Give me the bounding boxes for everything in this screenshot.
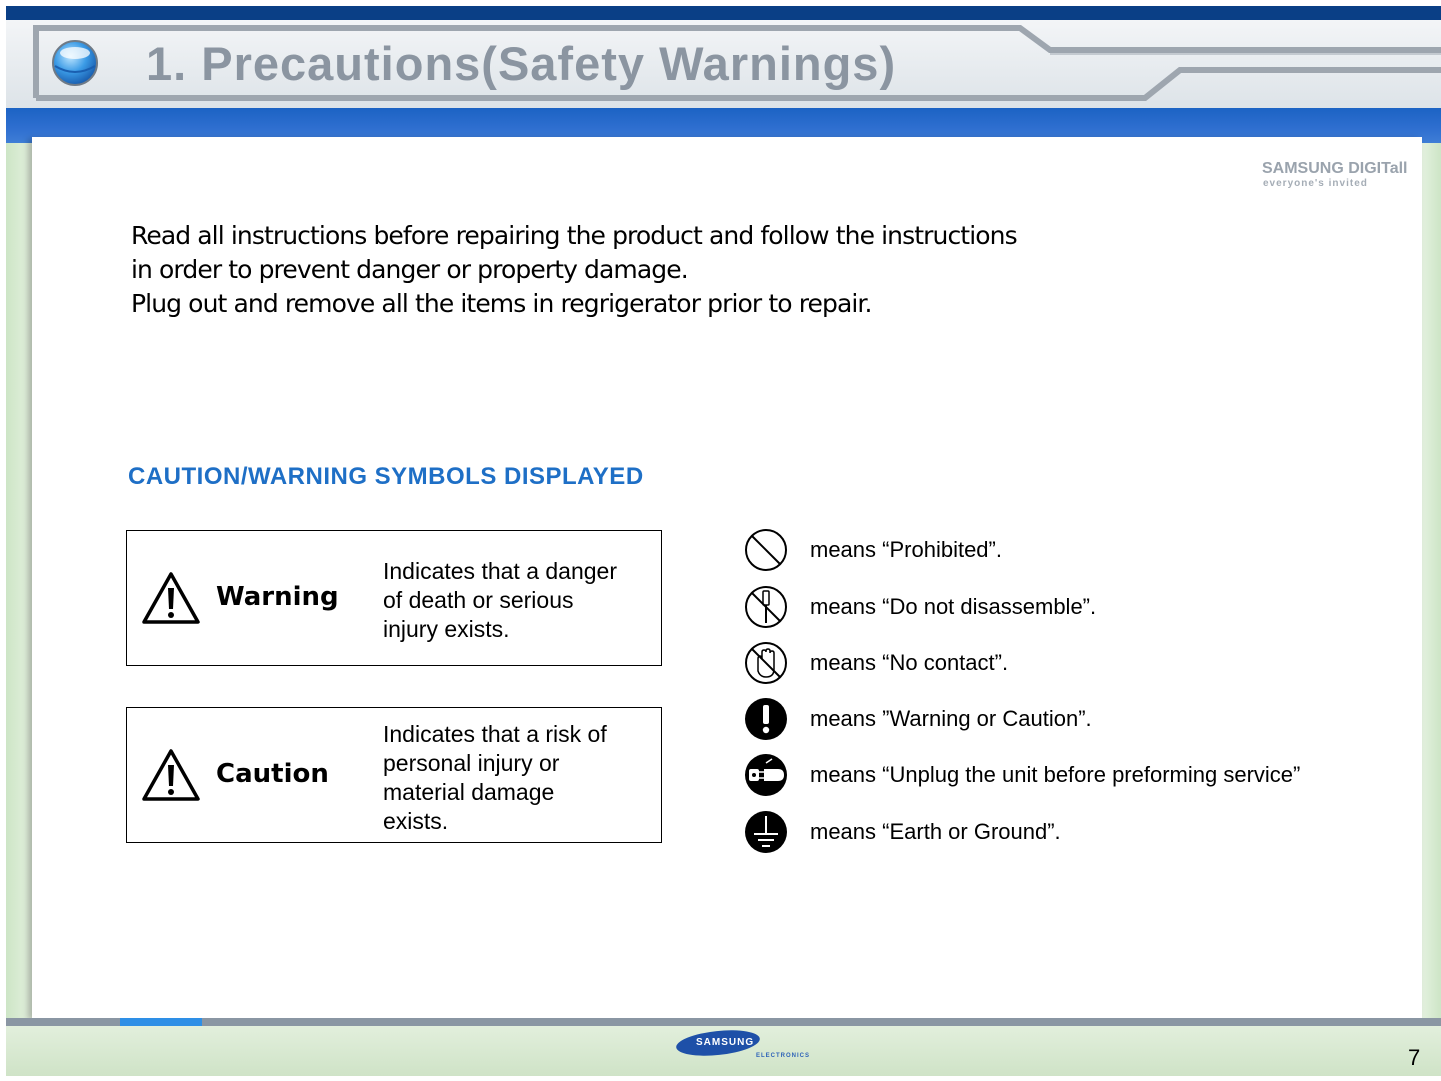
caution-triangle-icon (141, 748, 201, 802)
description-line: Indicates that a risk of (383, 721, 607, 747)
brand-logo-text: SAMSUNG DIGITall (1262, 160, 1408, 177)
page-title: 1. Precautions(Safety Warnings) (146, 37, 897, 90)
footer-accent-bar (120, 1018, 202, 1026)
symbol-row-prohibited (744, 528, 1384, 574)
symbol-meaning: means “Unplug the unit before preforming service” (810, 762, 1301, 787)
description-line: Indicates that a danger (383, 558, 617, 584)
section-heading: CAUTION/WARNING SYMBOLS DISPLAYED (128, 463, 644, 490)
samsung-electronics-logo (676, 1028, 811, 1066)
footer-logo-subtext: ELECTRONICS (756, 1053, 811, 1059)
symbol-row-unplug (744, 753, 1384, 799)
page-number: 7 (1408, 1045, 1421, 1070)
symbol-meaning: means “Do not disassemble”. (810, 594, 1097, 619)
intro-line: Plug out and remove all the items in regrigerator prior to repair. (131, 289, 872, 318)
unplug-icon (744, 753, 788, 797)
warning-definition-box (126, 530, 662, 666)
symbol-row-do-not-disassemble (744, 585, 1384, 631)
prohibited-icon (744, 528, 788, 572)
symbol-row-warning-caution (744, 697, 1384, 743)
footer-bar (6, 1018, 1441, 1026)
symbol-meaning: means ”Warning or Caution”. (810, 706, 1092, 731)
symbol-meaning: means “Earth or Ground”. (810, 819, 1061, 844)
symbol-meaning: means “No contact”. (810, 650, 1009, 675)
brand-logo-tagline: everyone's invited (1263, 178, 1368, 189)
description-line: of death or serious (383, 587, 574, 613)
symbol-meaning: means “Prohibited”. (810, 537, 1002, 562)
no-contact-icon (744, 641, 788, 685)
footer-logo-text: SAMSUNG (696, 1037, 755, 1048)
right-side-bar (1422, 143, 1441, 1018)
bottom-edge (0, 1076, 1441, 1081)
description-line: injury exists. (383, 616, 510, 642)
symbol-row-no-contact (744, 641, 1384, 687)
description-line: material damage (383, 779, 555, 805)
do-not-disassemble-icon (744, 585, 788, 629)
symbol-row-earth-ground (744, 810, 1384, 856)
samsung-digitall-logo (1262, 160, 1412, 196)
intro-line: Read all instructions before repairing the product and follow the instructions (131, 221, 1017, 250)
description-line: personal injury or (383, 750, 560, 776)
caution-term: Caution (216, 759, 329, 789)
earth-ground-icon (744, 810, 788, 854)
caution-definition-box (126, 707, 662, 843)
warning-description (383, 557, 617, 644)
warning-triangle-icon (141, 571, 201, 625)
intro-line: in order to prevent danger or property damage. (131, 255, 688, 284)
intro-text (131, 219, 1017, 321)
caution-description (383, 720, 607, 836)
warning-caution-icon (744, 697, 788, 741)
globe-bullet-icon (50, 38, 100, 88)
left-side-bar (6, 143, 32, 1018)
warning-term: Warning (216, 582, 339, 612)
description-line: exists. (383, 808, 449, 834)
